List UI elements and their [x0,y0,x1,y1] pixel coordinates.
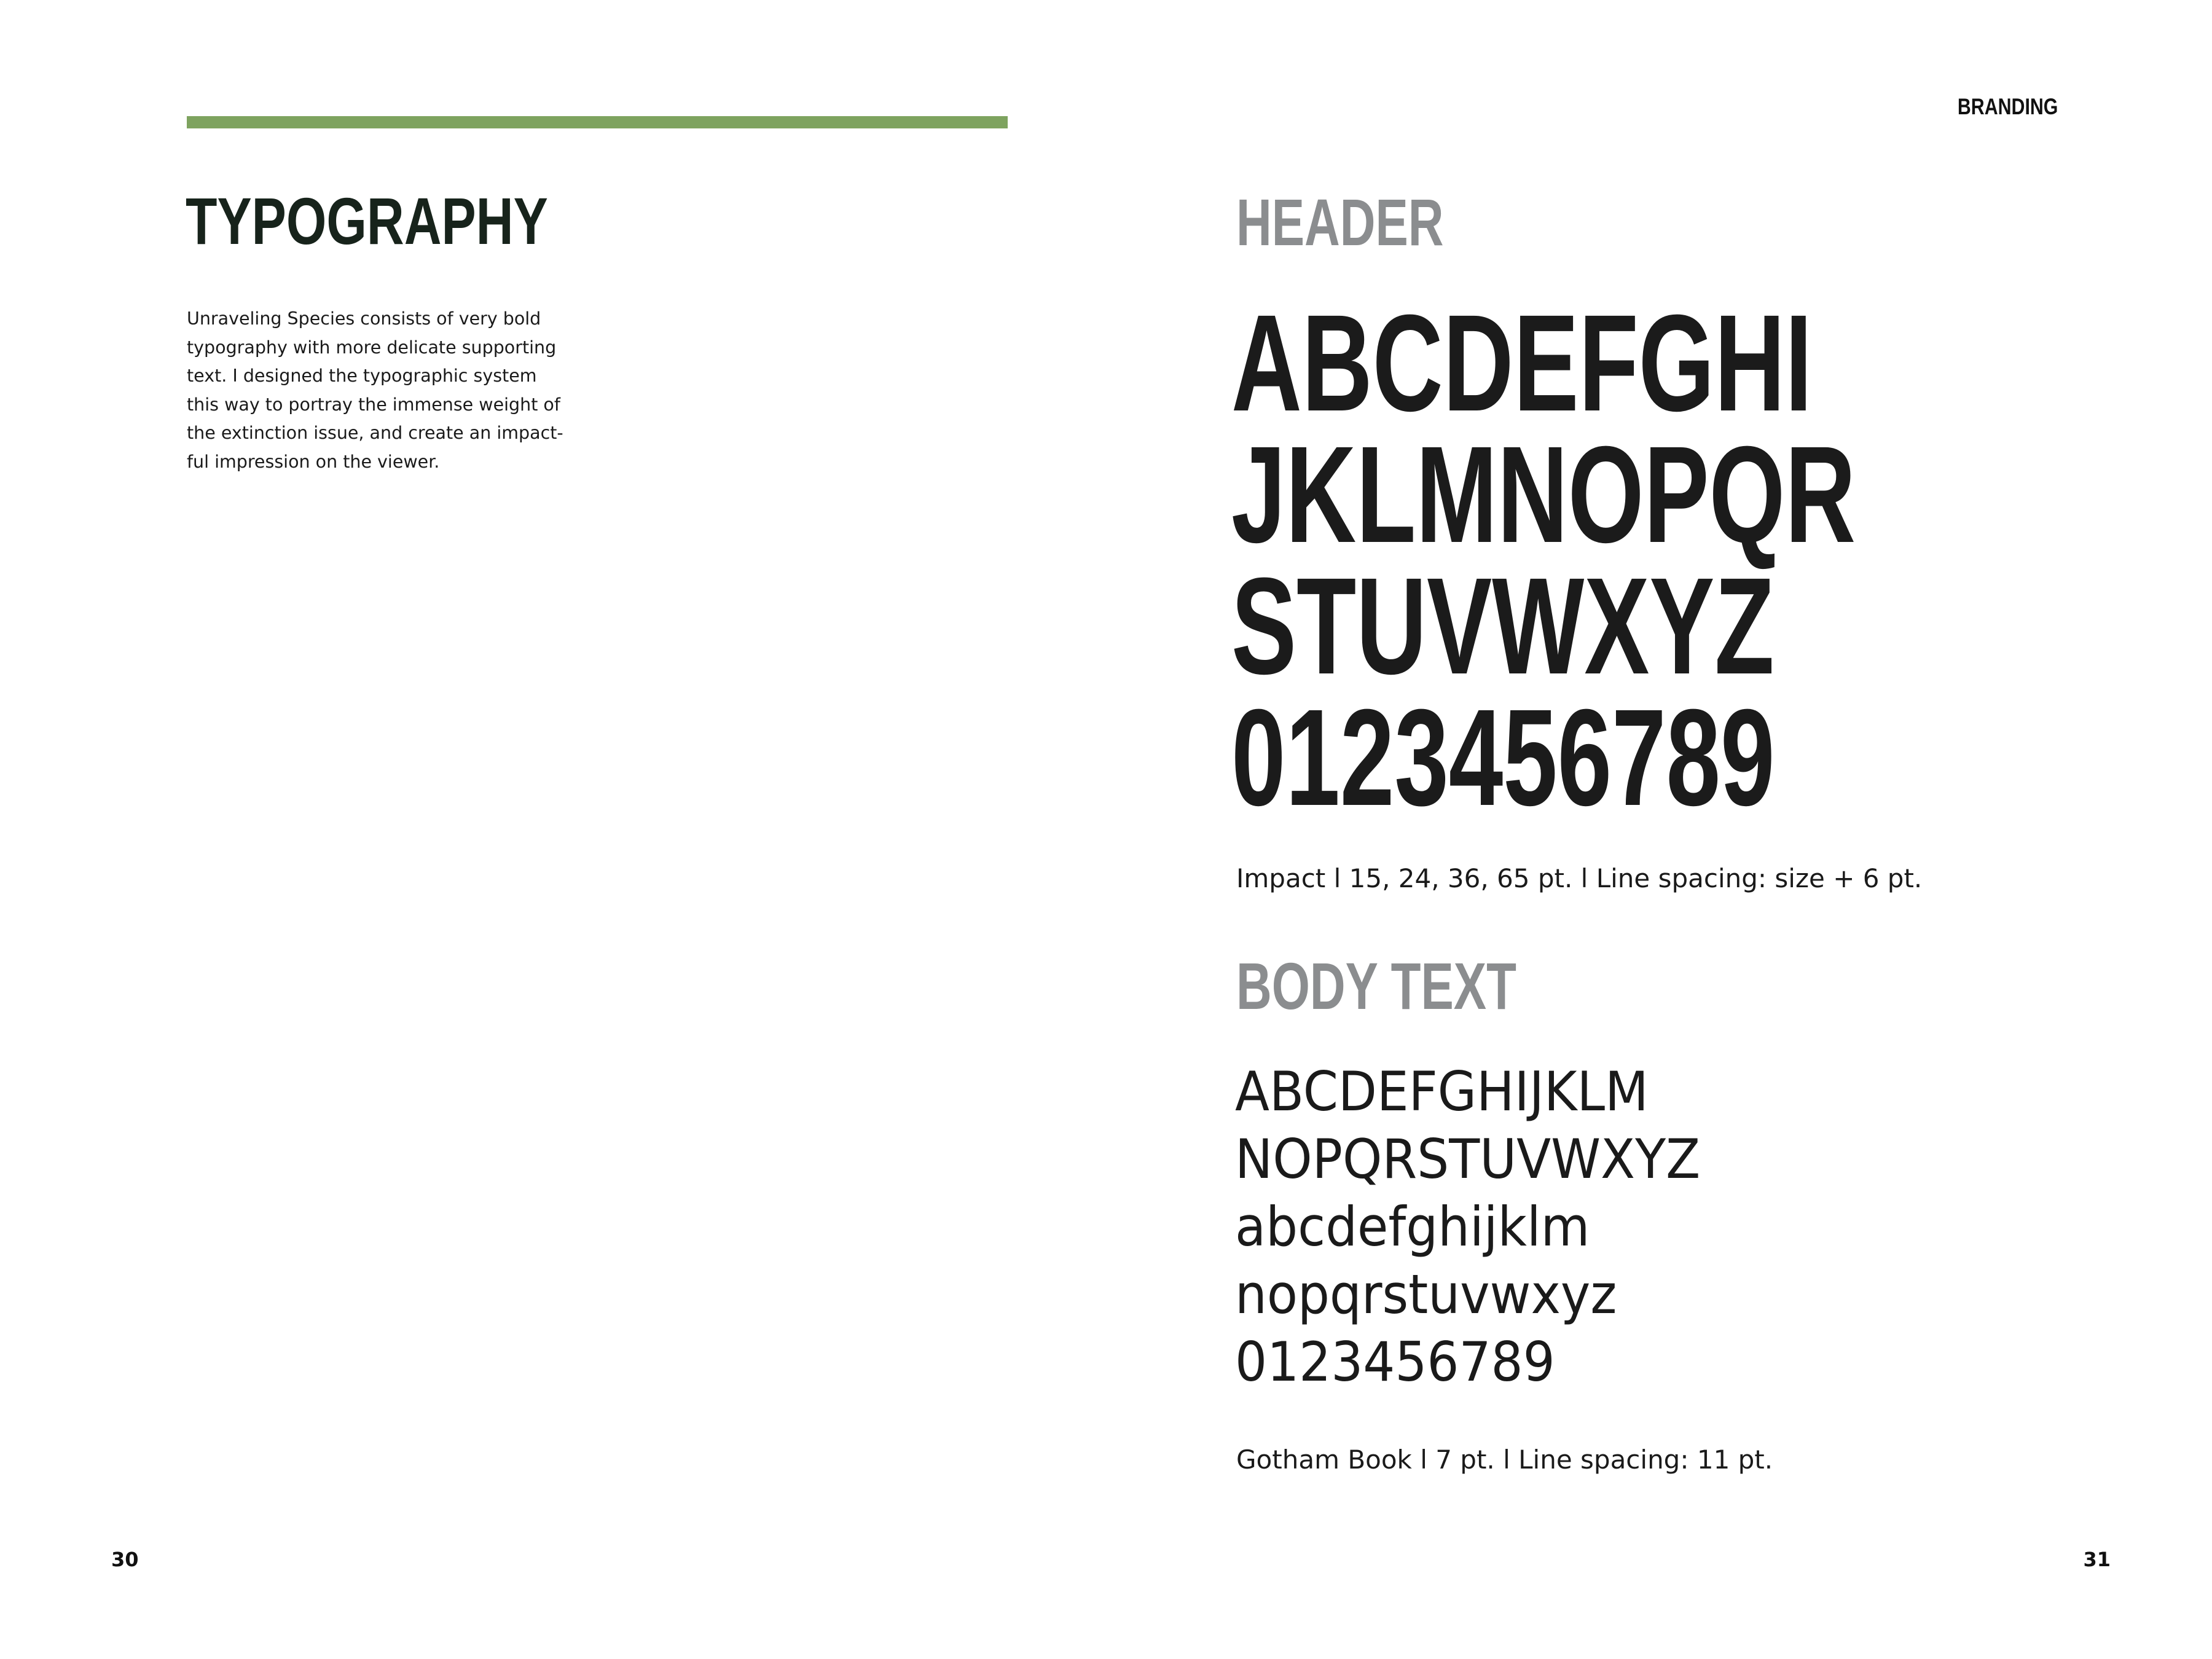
specimen-line: abcdefghijklm [1235,1195,1590,1258]
header-section-title: HEADER [1236,185,1444,259]
intro-line: typography with more delicate supporting [187,337,557,358]
page-title: TYPOGRAPHY [186,184,548,258]
page-number-right: 31 [2083,1548,2111,1571]
body-font-specimen [1235,1058,1700,1396]
body-section-title: BODY TEXT [1236,949,1516,1023]
specimen-line: ABCDEFGHIJKLM [1235,1060,1649,1123]
specimen-line: 0123456789 [1235,1330,1555,1394]
specimen-line: ABCDEFGHI [1231,286,1813,440]
intro-line: the extinction issue, and create an impact- [187,423,563,443]
specimen-line: JKLMNOPQR [1231,418,1856,571]
intro-line: Unraveling Species consists of very bold [187,308,541,329]
intro-line: this way to portray the immense weight of [187,394,560,415]
specimen-line: nopqrstuvwxyz [1235,1263,1617,1326]
header-font-caption: Impact l 15, 24, 36, 65 pt. l Line spacing: size + 6 pt. [1236,863,1923,893]
intro-paragraph [187,305,580,476]
intro-line: ful impression on the viewer. [187,451,440,472]
intro-line: text. I designed the typographic system [187,366,537,386]
specimen-line: STUVWXYZ [1231,549,1775,703]
body-font-caption: Gotham Book l 7 pt. l Line spacing: 11 pt. [1236,1445,1773,1475]
page-number-left: 30 [111,1548,139,1571]
specimen-line: 0123456789 [1231,681,1775,834]
accent-bar [187,116,1008,128]
running-head: BRANDING [1957,94,2058,119]
specimen-line: NOPQRSTUVWXYZ [1235,1128,1701,1191]
header-font-specimen [1231,286,1856,834]
